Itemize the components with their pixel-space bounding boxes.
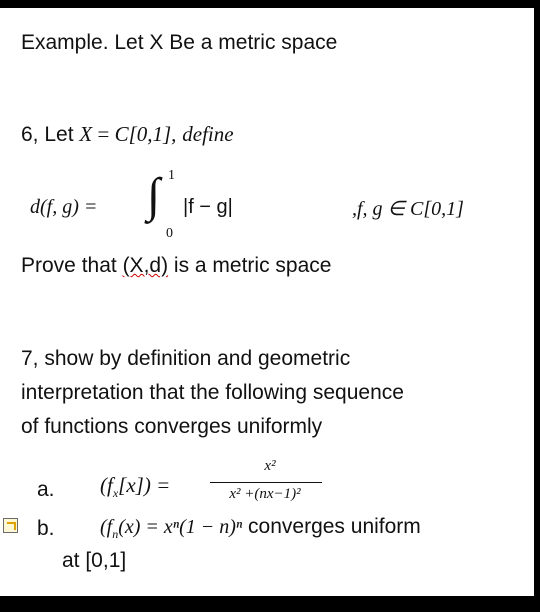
q6-prove-pair: (X,d) xyxy=(122,254,169,277)
fraction-denominator: x² +(nx−1)² xyxy=(229,486,301,502)
q6-intro-equals: = xyxy=(92,122,115,146)
item-b-label: b. xyxy=(37,517,55,540)
item-a-arg: [x]) = xyxy=(118,473,171,497)
integral-upper-limit: 1 xyxy=(168,168,175,183)
fraction-bar xyxy=(210,482,322,483)
integral-sign: ∫ xyxy=(147,169,161,222)
q7-line-1: 7, show by definition and geometric xyxy=(21,347,351,370)
item-b-formula: (x) = xⁿ(1 − n)ⁿ xyxy=(118,516,243,538)
item-b-subscript: n xyxy=(112,527,119,541)
item-a-label: a. xyxy=(37,478,55,501)
item-b-function: (f xyxy=(100,516,113,538)
item-b-continuation: at [0,1] xyxy=(62,549,127,572)
q6-intro xyxy=(21,122,234,147)
q6-intro-number: 6, Let xyxy=(21,123,80,146)
q7-line-2: interpretation that the following sequence xyxy=(21,381,404,404)
q6-prove-suffix: is a metric space xyxy=(168,254,332,277)
document-page xyxy=(0,8,534,596)
q7-line-3: of functions converges uniformly xyxy=(21,415,323,438)
item-b-tail: converges uniform xyxy=(242,515,421,538)
note-icon[interactable] xyxy=(3,518,18,533)
example-heading: Example. Let X Be a metric space xyxy=(21,31,338,54)
item-b-expression xyxy=(100,515,421,542)
q6-prove-statement xyxy=(21,254,331,278)
fraction-numerator: x² xyxy=(264,458,276,474)
integral-lower-limit: 0 xyxy=(166,226,173,241)
domain-condition: ,f, g ∈ C[0,1] xyxy=(352,198,464,220)
q6-intro-define: define xyxy=(182,122,234,146)
item-a-subscript: x xyxy=(112,486,119,501)
q6-prove-prefix: Prove that xyxy=(21,254,123,277)
q6-intro-space: C[0,1], xyxy=(114,122,177,146)
item-a-function: (f xyxy=(100,473,113,497)
metric-lhs: d(f, g) = xyxy=(30,196,98,218)
item-a-lhs xyxy=(100,473,170,501)
q6-intro-x: X xyxy=(79,122,93,146)
integrand: |f − g| xyxy=(183,196,233,218)
